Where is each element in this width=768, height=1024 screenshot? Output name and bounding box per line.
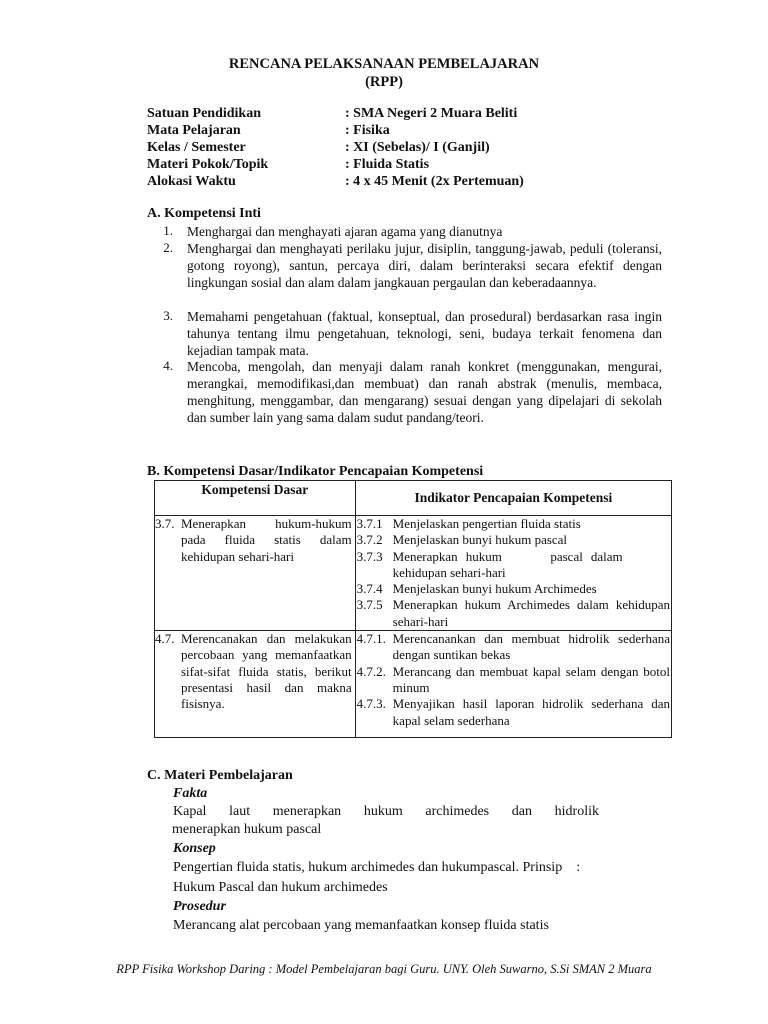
identity-value: : 4 x 45 Menit (2x Pertemuan) (345, 174, 524, 189)
fakta-text: Kapal laut menerapkan hukum archimedes dan hidrolik (173, 804, 599, 819)
kompetensi-inti-item: Mencoba, mengolah, dan menyaji dalam ranah konkret (menggunakan, mengurai, merangkai, memodifikasi,dan membuat) dan ranah abstrak (menulis, membaca, menghitung, menggambar, dan mengarang) sesuai dengan yang dipelajari di sekolah dan sumber lain yang sama dalam sudut pandang/teori. (187, 359, 662, 425)
kompetensi-table (154, 480, 672, 738)
section-b-heading: B. Kompetensi Dasar/Indikator Pencapaian Kompetensi (147, 464, 484, 479)
indicator-text: Menjelaskan bunyi hukum Archimedes (392, 581, 597, 597)
kd-text: Merencanakan dan melakukan percobaan yang memanfaatkan sifat-sifat fluida statis, berikut presentasi hasil dan makna fisisnya. (181, 631, 352, 712)
document-title: RENCANA PELAKSANAAN PEMBELAJARAN (228, 56, 540, 72)
kd-cell (155, 631, 352, 712)
kd-cell (155, 516, 352, 565)
indicator-number: 3.7.2 (356, 532, 383, 548)
kd-number: 3.7. (155, 516, 175, 531)
list-number: 1. (163, 223, 173, 238)
konsep-text: Pengertian fluida statis, hukum archimedes dan hukumpascal. Prinsip : (173, 860, 581, 875)
indicator-text: Menerapkan hukum pascal dalam kehidupan sehari-hari (392, 548, 626, 580)
identity-label: Kelas / Semester (147, 140, 246, 155)
indicator-number: 3.7.5 (356, 597, 383, 613)
konsep-label: Konsep (173, 841, 216, 856)
table-header-kompetensi-dasar: Kompetensi Dasar (155, 481, 356, 516)
prosedur-label: Prosedur (173, 899, 226, 914)
section-c-heading: C. Materi Pembelajaran (147, 768, 293, 783)
indicator-item (357, 597, 670, 630)
indicator-number: 4.7.3. (356, 696, 386, 712)
kompetensi-inti-item: Memahami pengetahuan (faktual, konseptual, dan prosedural) berdasarkan rasa ingin tahunya tentang ilmu pengetahuan, teknologi, seni, budaya terkait fenomena dan kejadian tampak mata. (187, 309, 662, 358)
indicator-number: 4.7.1. (356, 631, 386, 647)
indicator-item (357, 696, 670, 729)
prosedur-text: Merancang alat percobaan yang memanfaatkan konsep fluida statis (173, 918, 549, 933)
indicator-number: 3.7.4 (356, 581, 383, 597)
indicator-number: 4.7.2. (356, 663, 386, 679)
identity-label: Alokasi Waktu (147, 174, 236, 189)
indicator-number: 3.7.3 (356, 548, 383, 564)
identity-value: : Fisika (345, 123, 390, 138)
kompetensi-inti-item: Menghargai dan menghayati ajaran agama yang dianutnya (187, 224, 503, 239)
indicator-number: 3.7.1 (356, 516, 383, 531)
fakta-text-continued: menerapkan hukum pascal (172, 822, 322, 837)
table-row (155, 516, 672, 631)
indicator-text: Menjelaskan bunyi hukum pascal (392, 532, 568, 548)
indicator-item (357, 664, 670, 697)
kd-number: 4.7. (155, 631, 175, 647)
table-row (155, 631, 672, 738)
fakta-label: Fakta (173, 786, 208, 801)
identity-value: : SMA Negeri 2 Muara Beliti (345, 106, 518, 121)
page-footer: RPP Fisika Workshop Daring : Model Pembelajaran bagi Guru. UNY. Oleh Suwarno, S.Si SMAN 2 Muara (116, 962, 652, 976)
section-a-heading: A. Kompetensi Inti (147, 206, 261, 221)
list-number: 2. (163, 240, 173, 255)
indicator-text: Menerapkan hukum Archimedes dalam kehidupan sehari-hari (392, 597, 670, 629)
indicator-text: Merencanankan dan membuat hidrolik sederhana dengan suntikan bekas (392, 631, 670, 663)
list-number: 3. (163, 308, 173, 323)
indicator-text: Merancang dan membuat kapal selam dengan botol minum (392, 663, 670, 695)
indicator-item (357, 532, 670, 548)
indicator-text: Menyajikan hasil laporan hidrolik sederhana dan kapal selam sederhana (392, 696, 670, 728)
indicator-item (357, 631, 670, 664)
indicator-text: Menjelaskan pengertian fluida statis (392, 516, 581, 531)
list-number: 4. (163, 358, 173, 373)
document-subtitle: (RPP) (365, 74, 403, 90)
kompetensi-inti-item: Menghargai dan menghayati perilaku jujur, disiplin, tanggung-jawab, peduli (toleransi, gotong royong), santun, percaya diri, dalam berinteraksi secara efektif dengan lingkungan sosial dan alam dalam jangkauan pergaulan dan keberadaannya. (187, 241, 662, 290)
indicator-item (357, 549, 670, 582)
table-header-indikator: Indikator Pencapaian Kompetensi (355, 481, 671, 516)
konsep-text-continued: Hukum Pascal dan hukum archimedes (173, 880, 388, 895)
indicator-item (357, 516, 670, 532)
indicator-item (357, 581, 670, 597)
identity-label: Materi Pokok/Topik (147, 157, 269, 172)
kd-text: Menerapkan hukum-hukum pada fluida statis dalam kehidupan sehari-hari (181, 516, 352, 564)
identity-label: Mata Pelajaran (147, 123, 241, 138)
identity-value: : XI (Sebelas)/ I (Ganjil) (345, 140, 490, 155)
identity-value: : Fluida Statis (345, 157, 430, 172)
identity-label: Satuan Pendidikan (147, 106, 261, 121)
